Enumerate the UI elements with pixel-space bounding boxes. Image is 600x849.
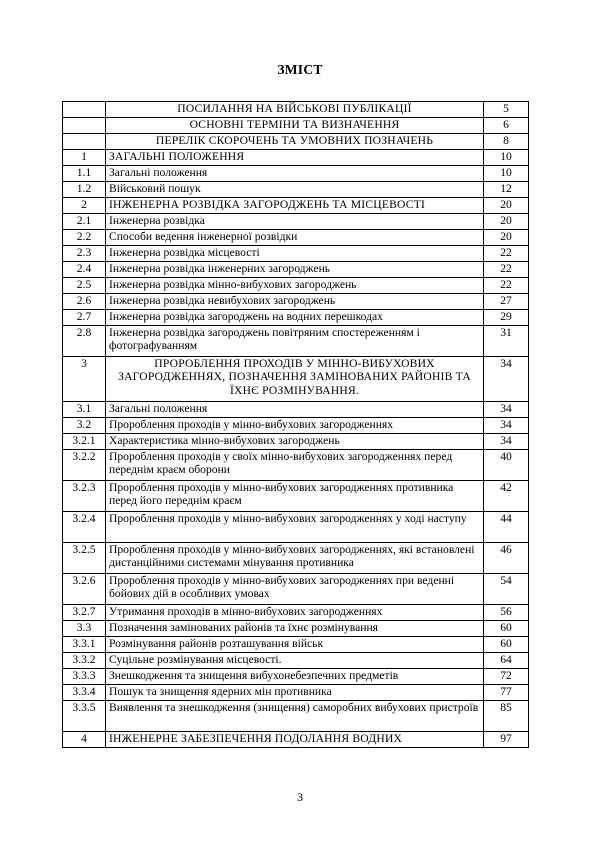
section-title: Інженерна розвідка мінно-вибухових загороджень: [106, 278, 484, 294]
section-number: 3.3.3: [63, 669, 106, 685]
section-title: Інженерна розвідка невибухових загороджень: [106, 294, 484, 310]
section-title: Пророблення проходів у мінно-вибухових загородженнях у ході наступу: [106, 512, 484, 543]
toc-row[interactable]: [63, 310, 529, 326]
page-ref: 22: [484, 278, 529, 294]
section-title: Інженерна розвідка: [106, 214, 484, 230]
section-number: [63, 118, 106, 134]
page-ref: 10: [484, 150, 529, 166]
section-title: Знешкодження та знищення вибухонебезпечних предметів: [106, 669, 484, 685]
section-title: Суцільне розмінування місцевості.: [106, 653, 484, 669]
table-of-contents: [62, 101, 529, 748]
toc-row[interactable]: [63, 669, 529, 685]
section-number: 3.2.2: [63, 450, 106, 481]
page-ref: 97: [484, 732, 529, 748]
section-title: ПРОРОБЛЕННЯ ПРОХОДІВ У МІННО-ВИБУХОВИХ ЗАГОРОДЖЕННЯХ, ПОЗНАЧЕННЯ ЗАМІНОВАНИХ РАЙОНІВ ТА ЇХНЄ РОЗМІНУВАННЯ.: [106, 357, 484, 402]
section-title: ОСНОВНІ ТЕРМІНИ ТА ВИЗНАЧЕННЯ: [106, 118, 484, 134]
toc-row[interactable]: [63, 246, 529, 262]
page-ref: 34: [484, 402, 529, 418]
section-number: [63, 102, 106, 118]
section-number: 3.2.1: [63, 434, 106, 450]
section-number: 3.3: [63, 621, 106, 637]
section-number: [63, 134, 106, 150]
toc-row[interactable]: [63, 418, 529, 434]
section-title: Пророблення проходів у своїх мінно-вибухових загородженнях перед переднім краєм оборони: [106, 450, 484, 481]
page-ref: 34: [484, 434, 529, 450]
page-ref: 29: [484, 310, 529, 326]
page-number: 3: [297, 790, 303, 804]
page-ref: 44: [484, 512, 529, 543]
toc-row[interactable]: [63, 621, 529, 637]
page-ref: 20: [484, 198, 529, 214]
page-ref: 77: [484, 685, 529, 701]
section-title: ПОСИЛАННЯ НА ВІЙСЬКОВІ ПУБЛІКАЦІЇ: [106, 102, 484, 118]
page-ref: 64: [484, 653, 529, 669]
page-ref: 42: [484, 481, 529, 512]
toc-row[interactable]: [63, 182, 529, 198]
page-ref: 46: [484, 543, 529, 574]
toc-row[interactable]: [63, 214, 529, 230]
section-title: Утримання проходів в мінно-вибухових загородженнях: [106, 605, 484, 621]
section-number: 3.3.4: [63, 685, 106, 701]
page-ref: 34: [484, 418, 529, 434]
page-ref: 20: [484, 230, 529, 246]
toc-row[interactable]: [63, 402, 529, 418]
section-title: Пророблення проходів у мінно-вибухових загородженнях: [106, 418, 484, 434]
section-title: ПЕРЕЛІК СКОРОЧЕНЬ ТА УМОВНИХ ПОЗНАЧЕНЬ: [106, 134, 484, 150]
section-number: 3.3.5: [63, 701, 106, 732]
toc-row[interactable]: [63, 653, 529, 669]
toc-row[interactable]: [63, 605, 529, 621]
section-number: 4: [63, 732, 106, 748]
page-ref: 40: [484, 450, 529, 481]
toc-row[interactable]: [63, 118, 529, 134]
section-number: 2.3: [63, 246, 106, 262]
section-title: Інженерна розвідка інженерних загороджень: [106, 262, 484, 278]
toc-row[interactable]: [63, 685, 529, 701]
section-title: Позначення замінованих районів та їхнє розмінування: [106, 621, 484, 637]
section-number: 3.2.6: [63, 574, 106, 605]
page-ref: 20: [484, 214, 529, 230]
page-ref: 54: [484, 574, 529, 605]
section-title: Пророблення проходів у мінно-вибухових загородженнях, які встановлені дистанційними системами мінування противника: [106, 543, 484, 574]
section-number: 1.1: [63, 166, 106, 182]
section-number: 3.2.7: [63, 605, 106, 621]
toc-row[interactable]: [63, 278, 529, 294]
section-number: 3.3.2: [63, 653, 106, 669]
section-title: Виявлення та знешкодження (знищення) саморобних вибухових пристроїв: [106, 701, 484, 732]
toc-row[interactable]: [63, 732, 529, 748]
page-ref: 22: [484, 262, 529, 278]
page-ref: 5: [484, 102, 529, 118]
section-title: Військовий пошук: [106, 182, 484, 198]
section-title: Пророблення проходів у мінно-вибухових загородженнях при веденні бойових дій в особливих умовах: [106, 574, 484, 605]
section-title: ЗАГАЛЬНІ ПОЛОЖЕННЯ: [106, 150, 484, 166]
section-title: Розмінування районів розташування військ: [106, 637, 484, 653]
toc-row[interactable]: [63, 198, 529, 214]
toc-row[interactable]: [63, 574, 529, 605]
section-number: 2: [63, 198, 106, 214]
section-number: 3.2.3: [63, 481, 106, 512]
section-number: 3.3.1: [63, 637, 106, 653]
toc-row[interactable]: [63, 150, 529, 166]
toc-row[interactable]: [63, 357, 529, 402]
section-number: 3.1: [63, 402, 106, 418]
section-title: Інженерна розвідка місцевості: [106, 246, 484, 262]
page-ref: 60: [484, 621, 529, 637]
toc-row[interactable]: [63, 230, 529, 246]
section-number: 1: [63, 150, 106, 166]
page-ref: 85: [484, 701, 529, 732]
toc-row[interactable]: [63, 450, 529, 481]
toc-row[interactable]: [63, 481, 529, 512]
page-title: ЗМІСТ: [277, 62, 323, 77]
section-number: 2.5: [63, 278, 106, 294]
section-number: 3.2: [63, 418, 106, 434]
toc-row[interactable]: [63, 166, 529, 182]
section-title: Інженерна розвідка загороджень на водних перешкодах: [106, 310, 484, 326]
toc-row[interactable]: [63, 102, 529, 118]
section-number: 3: [63, 357, 106, 402]
page-ref: 12: [484, 182, 529, 198]
section-number: 2.8: [63, 326, 106, 357]
section-title: Загальні положення: [106, 402, 484, 418]
section-number: 3.2.4: [63, 512, 106, 543]
page-ref: 56: [484, 605, 529, 621]
section-title: Способи ведення інженерної розвідки: [106, 230, 484, 246]
section-number: 2.4: [63, 262, 106, 278]
section-number: 1.2: [63, 182, 106, 198]
page-ref: 27: [484, 294, 529, 310]
section-title: ІНЖЕНЕРНА РОЗВІДКА ЗАГОРОДЖЕНЬ ТА МІСЦЕВОСТІ: [106, 198, 484, 214]
section-title: Пророблення проходів у мінно-вибухових загородженнях противника перед його переднім краєм: [106, 481, 484, 512]
toc-row[interactable]: [63, 434, 529, 450]
toc-row[interactable]: [63, 294, 529, 310]
toc-row[interactable]: [63, 543, 529, 574]
toc-row[interactable]: [63, 701, 529, 732]
section-title: Інженерна розвідка загороджень повітряним спостереженням і фотографуванням: [106, 326, 484, 357]
toc-row[interactable]: [63, 637, 529, 653]
page-ref: 22: [484, 246, 529, 262]
page-ref: 6: [484, 118, 529, 134]
section-number: 2.2: [63, 230, 106, 246]
section-title: Загальні положення: [106, 166, 484, 182]
page-ref: 10: [484, 166, 529, 182]
section-title: Характеристика мінно-вибухових загороджень: [106, 434, 484, 450]
section-number: 2.6: [63, 294, 106, 310]
section-title: Пошук та знищення ядерних мін противника: [106, 685, 484, 701]
section-number: 3.2.5: [63, 543, 106, 574]
page-ref: 31: [484, 326, 529, 357]
page-ref: 60: [484, 637, 529, 653]
page-ref: 8: [484, 134, 529, 150]
toc-row[interactable]: [63, 512, 529, 543]
toc-row[interactable]: [63, 134, 529, 150]
page-ref: 34: [484, 357, 529, 402]
section-title: ІНЖЕНЕРНЕ ЗАБЕЗПЕЧЕННЯ ПОДОЛАННЯ ВОДНИХ: [106, 732, 484, 748]
page-ref: 72: [484, 669, 529, 685]
toc-row[interactable]: [63, 326, 529, 357]
section-number: 2.1: [63, 214, 106, 230]
section-number: 2.7: [63, 310, 106, 326]
toc-row[interactable]: [63, 262, 529, 278]
